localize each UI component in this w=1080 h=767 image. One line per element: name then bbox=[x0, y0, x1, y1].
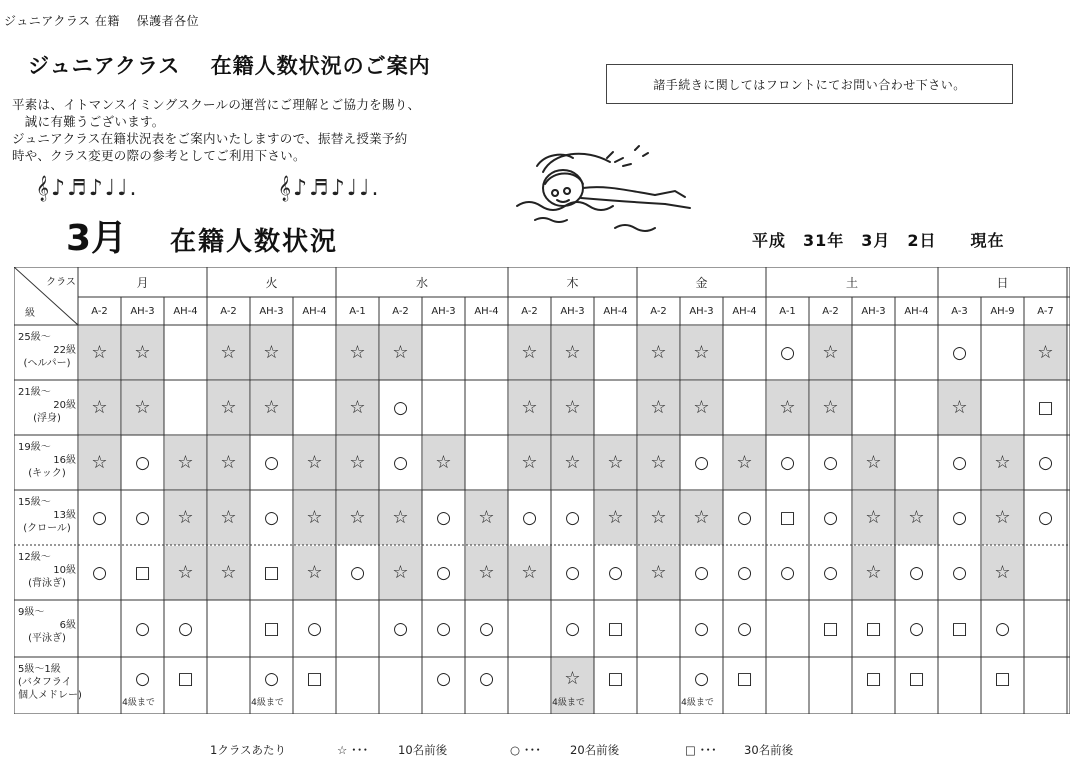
star-mark: ☆ bbox=[693, 341, 710, 363]
row-level-line: 20級 bbox=[53, 400, 76, 411]
legend-circle-symbol: ○ ･･･ bbox=[510, 743, 541, 757]
star-mark: ☆ bbox=[564, 396, 581, 418]
star-mark: ☆ bbox=[220, 506, 237, 528]
star-mark: ☆ bbox=[134, 396, 151, 418]
circle-mark: ○ bbox=[393, 452, 408, 473]
circle-mark: ○ bbox=[479, 669, 494, 689]
intro-line: 時や、クラス変更の際の参考としてご利用下さい。 bbox=[12, 148, 306, 163]
class-code-header: A-3 bbox=[951, 305, 968, 317]
star-mark: ☆ bbox=[865, 506, 882, 528]
star-mark: ☆ bbox=[220, 341, 237, 363]
star-mark: ☆ bbox=[865, 561, 882, 583]
music-notes-icon: 𝄞♪♬♪♩♩. bbox=[36, 176, 139, 201]
circle-mark: ○ bbox=[393, 618, 408, 639]
row-level-line: 21級～ bbox=[18, 387, 51, 398]
circle-mark: ○ bbox=[565, 507, 580, 528]
circle-mark: ○ bbox=[823, 562, 838, 583]
square-mark: □ bbox=[779, 507, 796, 528]
row-level-line: 13級 bbox=[53, 510, 76, 521]
top-label: ジュニアクラス 在籍 保護者各位 bbox=[4, 14, 200, 28]
square-mark: □ bbox=[865, 669, 882, 689]
intro-line: ジュニアクラス在籍状況表をご案内いたしますので、振替え授業予約 bbox=[12, 131, 408, 146]
circle-mark: ○ bbox=[350, 562, 365, 583]
square-mark: □ bbox=[951, 618, 968, 639]
star-mark: ☆ bbox=[607, 451, 624, 473]
star-mark: ☆ bbox=[306, 561, 323, 583]
circle-mark: ○ bbox=[436, 507, 451, 528]
star-mark: ☆ bbox=[994, 451, 1011, 473]
star-mark: ☆ bbox=[822, 341, 839, 363]
as-of-date: 平成 31年 3月 2日 現在 bbox=[752, 231, 1005, 250]
circle-mark: ○ bbox=[436, 618, 451, 639]
circle-mark: ○ bbox=[307, 618, 322, 639]
circle-mark: ○ bbox=[135, 618, 150, 639]
star-mark: ☆ bbox=[392, 561, 409, 583]
circle-mark: ○ bbox=[909, 562, 924, 583]
circle-mark: ○ bbox=[737, 507, 752, 528]
enrollment-table bbox=[14, 267, 1070, 714]
circle-mark: ○ bbox=[694, 452, 709, 473]
circle-mark: ○ bbox=[780, 342, 795, 363]
class-code-header: AH-9 bbox=[990, 305, 1015, 317]
circle-mark: ○ bbox=[823, 507, 838, 528]
star-mark: ☆ bbox=[994, 561, 1011, 583]
intro-line: 誠に有難うございます。 bbox=[12, 114, 165, 129]
contact-notice-text: 諸手続きに関してはフロントにてお問い合わせ下さい。 bbox=[653, 77, 966, 92]
circle-mark: ○ bbox=[135, 507, 150, 528]
star-mark: ☆ bbox=[779, 396, 796, 418]
class-code-header: AH-4 bbox=[173, 305, 198, 317]
star-mark: ☆ bbox=[349, 396, 366, 418]
star-mark: ☆ bbox=[521, 561, 538, 583]
square-mark: □ bbox=[607, 669, 624, 689]
row-level-label bbox=[18, 386, 76, 425]
star-mark: ☆ bbox=[478, 506, 495, 528]
circle-mark: ○ bbox=[952, 342, 967, 363]
circle-mark: ○ bbox=[436, 669, 451, 689]
row-level-label bbox=[18, 496, 76, 535]
star-mark: ☆ bbox=[177, 451, 194, 473]
circle-mark: ○ bbox=[694, 618, 709, 639]
day-header: 木 bbox=[566, 275, 579, 290]
star-mark: ☆ bbox=[435, 451, 452, 473]
legend-per-class: 1クラスあたり bbox=[210, 743, 286, 757]
square-mark: □ bbox=[908, 669, 925, 689]
row-level-line: 6級 bbox=[59, 620, 76, 631]
square-mark: □ bbox=[865, 618, 882, 639]
circle-mark: ○ bbox=[92, 562, 107, 583]
star-mark: ☆ bbox=[650, 396, 667, 418]
star-mark: ☆ bbox=[306, 506, 323, 528]
star-mark: ☆ bbox=[650, 506, 667, 528]
star-mark: ☆ bbox=[564, 341, 581, 363]
class-code-header: A-2 bbox=[650, 305, 667, 317]
circle-mark: ○ bbox=[479, 618, 494, 639]
contact-notice-box bbox=[606, 64, 1013, 104]
class-code-header: AH-3 bbox=[689, 305, 714, 317]
header-level-label: 級 bbox=[25, 307, 35, 319]
circle-mark: ○ bbox=[780, 562, 795, 583]
row-level-line: (平泳ぎ) bbox=[28, 633, 66, 644]
row-level-line: 9級～ bbox=[18, 607, 45, 618]
circle-mark: ○ bbox=[264, 669, 279, 689]
star-mark: ☆ bbox=[91, 451, 108, 473]
class-code-header: AH-3 bbox=[431, 305, 456, 317]
star-mark: ☆ bbox=[91, 396, 108, 418]
row-level-line: (浮身) bbox=[33, 413, 61, 424]
square-mark: □ bbox=[263, 562, 280, 583]
star-mark: ☆ bbox=[693, 396, 710, 418]
swimmer-icon bbox=[515, 140, 705, 240]
circle-mark: ○ bbox=[1038, 507, 1053, 528]
circle-mark: ○ bbox=[737, 562, 752, 583]
class-code-header: AH-3 bbox=[130, 305, 155, 317]
star-mark: ☆ bbox=[91, 341, 108, 363]
circle-mark: ○ bbox=[952, 507, 967, 528]
star-mark: ☆ bbox=[220, 396, 237, 418]
circle-mark: ○ bbox=[264, 452, 279, 473]
circle-mark: ○ bbox=[436, 562, 451, 583]
square-mark: □ bbox=[736, 669, 753, 689]
row-level-line: 19級～ bbox=[18, 442, 51, 453]
star-mark: ☆ bbox=[564, 668, 581, 689]
class-code-header: AH-4 bbox=[302, 305, 327, 317]
legend-circle-text: 20名前後 bbox=[570, 743, 620, 757]
circle-mark: ○ bbox=[565, 562, 580, 583]
class-code-header: AH-3 bbox=[861, 305, 886, 317]
square-mark: □ bbox=[1037, 397, 1054, 418]
intro-line: 平素は、イトマンスイミングスクールの運営にご理解とご協力を賜り、 bbox=[12, 97, 421, 112]
day-header: 土 bbox=[845, 275, 858, 290]
square-mark: □ bbox=[822, 618, 839, 639]
circle-mark: ○ bbox=[135, 669, 150, 689]
row-level-line: 個人メドレー) bbox=[18, 690, 82, 701]
class-code-header: AH-4 bbox=[474, 305, 499, 317]
star-mark: ☆ bbox=[693, 506, 710, 528]
circle-mark: ○ bbox=[694, 669, 709, 689]
header-class-label: クラス bbox=[46, 276, 76, 288]
circle-mark: ○ bbox=[694, 562, 709, 583]
legend-square-symbol: □ ･･･ bbox=[685, 743, 717, 757]
cell-note: 4級まで bbox=[251, 698, 284, 708]
circle-mark: ○ bbox=[264, 507, 279, 528]
class-code-header: A-2 bbox=[91, 305, 108, 317]
day-header: 水 bbox=[415, 275, 428, 290]
class-code-header: AH-4 bbox=[904, 305, 929, 317]
cell-note: 4級まで bbox=[681, 698, 714, 708]
class-code-header: AH-4 bbox=[603, 305, 628, 317]
star-mark: ☆ bbox=[564, 451, 581, 473]
legend-square-text: 30名前後 bbox=[744, 743, 794, 757]
legend-star-symbol: ☆ ･･･ bbox=[337, 743, 369, 757]
star-mark: ☆ bbox=[1037, 341, 1054, 363]
row-level-line: (バタフライ bbox=[18, 677, 72, 688]
row-level-label bbox=[18, 331, 76, 370]
square-mark: □ bbox=[994, 669, 1011, 689]
class-code-header: A-1 bbox=[779, 305, 796, 317]
circle-mark: ○ bbox=[565, 618, 580, 639]
row-level-label bbox=[18, 606, 76, 645]
page-title: ジュニアクラス 在籍人数状況のご案内 bbox=[28, 54, 431, 78]
row-level-line: 22級 bbox=[53, 345, 76, 356]
row-level-label bbox=[18, 663, 82, 702]
star-mark: ☆ bbox=[736, 451, 753, 473]
circle-mark: ○ bbox=[608, 562, 623, 583]
circle-mark: ○ bbox=[393, 397, 408, 418]
circle-mark: ○ bbox=[780, 452, 795, 473]
star-mark: ☆ bbox=[306, 451, 323, 473]
circle-mark: ○ bbox=[952, 562, 967, 583]
row-level-line: 25級～ bbox=[18, 332, 51, 343]
star-mark: ☆ bbox=[349, 451, 366, 473]
music-notes-icon: 𝄞♪♬♪♩♩. bbox=[278, 176, 381, 201]
class-code-header: AH-4 bbox=[732, 305, 757, 317]
day-header: 日 bbox=[996, 275, 1009, 290]
star-mark: ☆ bbox=[650, 451, 667, 473]
star-mark: ☆ bbox=[607, 506, 624, 528]
class-code-header: A-2 bbox=[822, 305, 839, 317]
circle-mark: ○ bbox=[92, 507, 107, 528]
day-header: 金 bbox=[695, 275, 708, 290]
star-mark: ☆ bbox=[392, 341, 409, 363]
square-mark: □ bbox=[177, 669, 194, 689]
circle-mark: ○ bbox=[522, 507, 537, 528]
star-mark: ☆ bbox=[521, 396, 538, 418]
star-mark: ☆ bbox=[822, 396, 839, 418]
cell-note: 4級まで bbox=[122, 698, 155, 708]
legend-star-text: 10名前後 bbox=[398, 743, 448, 757]
star-mark: ☆ bbox=[951, 396, 968, 418]
circle-mark: ○ bbox=[1038, 452, 1053, 473]
circle-mark: ○ bbox=[737, 618, 752, 639]
day-header: 火 bbox=[265, 275, 278, 290]
class-code-header: A-2 bbox=[220, 305, 237, 317]
class-code-header: A-7 bbox=[1037, 305, 1054, 317]
star-mark: ☆ bbox=[650, 561, 667, 583]
star-mark: ☆ bbox=[650, 341, 667, 363]
star-mark: ☆ bbox=[134, 341, 151, 363]
row-level-line: (背泳ぎ) bbox=[28, 578, 66, 589]
row-level-label bbox=[18, 441, 76, 480]
square-mark: □ bbox=[263, 618, 280, 639]
star-mark: ☆ bbox=[865, 451, 882, 473]
star-mark: ☆ bbox=[263, 396, 280, 418]
class-code-header: A-1 bbox=[349, 305, 366, 317]
intro-paragraph bbox=[12, 96, 420, 164]
month-heading: 3月 bbox=[66, 218, 128, 259]
day-header: 月 bbox=[136, 275, 149, 290]
star-mark: ☆ bbox=[392, 506, 409, 528]
circle-mark: ○ bbox=[909, 618, 924, 639]
row-level-line: (クロール) bbox=[23, 523, 71, 534]
star-mark: ☆ bbox=[349, 341, 366, 363]
class-code-header: A-2 bbox=[521, 305, 538, 317]
class-code-header: AH-3 bbox=[560, 305, 585, 317]
row-level-line: 10級 bbox=[53, 565, 76, 576]
star-mark: ☆ bbox=[994, 506, 1011, 528]
star-mark: ☆ bbox=[521, 451, 538, 473]
star-mark: ☆ bbox=[263, 341, 280, 363]
star-mark: ☆ bbox=[177, 506, 194, 528]
circle-mark: ○ bbox=[135, 452, 150, 473]
row-level-line: 5級～1級 bbox=[18, 664, 61, 675]
row-level-line: 15級～ bbox=[18, 497, 51, 508]
class-code-header: A-2 bbox=[392, 305, 409, 317]
square-mark: □ bbox=[134, 562, 151, 583]
circle-mark: ○ bbox=[178, 618, 193, 639]
row-level-line: 12級～ bbox=[18, 552, 51, 563]
square-mark: □ bbox=[607, 618, 624, 639]
class-code-header: AH-3 bbox=[259, 305, 284, 317]
square-mark: □ bbox=[306, 669, 323, 689]
circle-mark: ○ bbox=[952, 452, 967, 473]
row-level-line: (ヘルパー) bbox=[23, 358, 71, 369]
row-level-line: 16級 bbox=[53, 455, 76, 466]
cell-note: 4級まで bbox=[552, 698, 585, 708]
star-mark: ☆ bbox=[349, 506, 366, 528]
circle-mark: ○ bbox=[995, 618, 1010, 639]
star-mark: ☆ bbox=[220, 451, 237, 473]
star-mark: ☆ bbox=[478, 561, 495, 583]
circle-mark: ○ bbox=[823, 452, 838, 473]
star-mark: ☆ bbox=[908, 506, 925, 528]
status-title: 在籍人数状況 bbox=[170, 227, 339, 257]
table-grid-lines bbox=[14, 267, 1070, 714]
row-level-line: (キック) bbox=[28, 468, 66, 479]
star-mark: ☆ bbox=[177, 561, 194, 583]
star-mark: ☆ bbox=[521, 341, 538, 363]
row-level-label bbox=[18, 551, 76, 590]
star-mark: ☆ bbox=[220, 561, 237, 583]
